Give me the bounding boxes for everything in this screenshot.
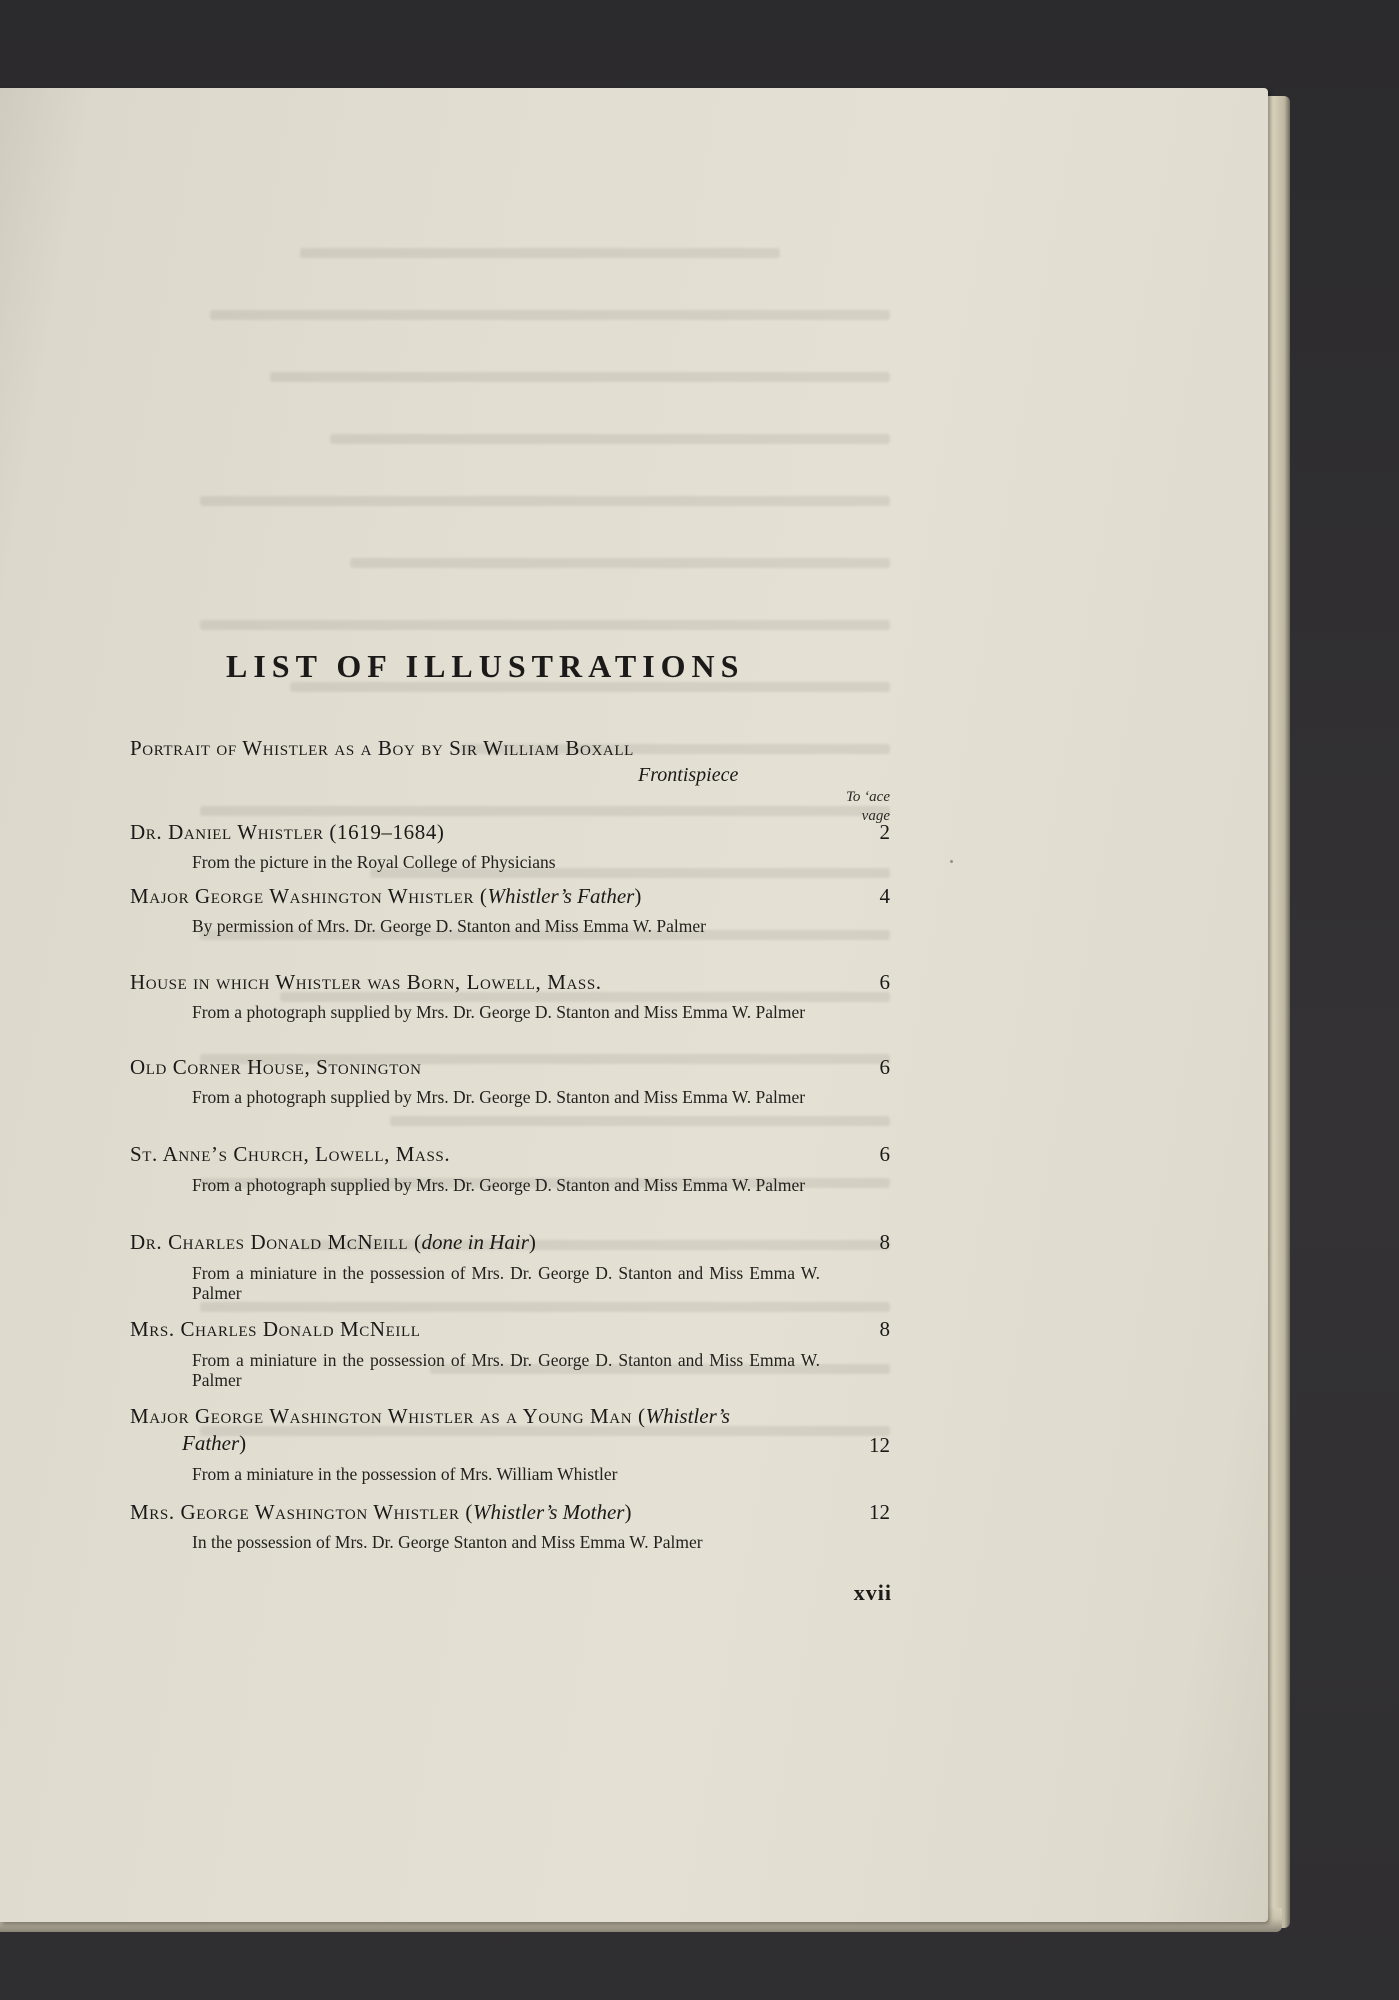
entry-heading-italic: Father [182,1431,240,1455]
entry-heading: House in which Whistler was Born, Lowell, Mass. [130,970,602,994]
entry-credit: From a miniature in the possession of Mrs. Dr. George D. Stanton and Miss Emma W. Palmer [192,1350,820,1390]
entry-credit: From a photograph supplied by Mrs. Dr. George D. Stanton and Miss Emma W. Palmer [192,1175,806,1195]
entry-heading-italic: Whistler’s Mother [473,1500,625,1524]
entry-heading-end: ) [634,884,642,908]
entry-credit: In the possession of Mrs. Dr. George Stanton and Miss Emma W. Palmer [192,1532,703,1552]
entry-credit: From a photograph supplied by Mrs. Dr. George D. Stanton and Miss Emma W. Palmer [192,1087,806,1107]
entry-page-number: 4 [879,884,890,908]
entry-credit: By permission of Mrs. Dr. George D. Stanton and Miss Emma W. Palmer [192,916,706,936]
book-page [0,88,1268,1922]
entry-heading-text: Major George Washington Whistler as a Young Man ( [130,1404,646,1428]
folio-page-number: xvii [853,1580,892,1605]
entry-page-number: 12 [869,1500,890,1524]
entry-heading [130,1500,631,1525]
entry-heading [130,1230,536,1255]
entry-credit: From a miniature in the possession of Mrs. Dr. George D. Stanton and Miss Emma W. Palmer [192,1263,820,1303]
entry-credit: From a photograph supplied by Mrs. Dr. George D. Stanton and Miss Emma W. Palmer [192,1002,806,1022]
frontispiece-heading: Portrait of Whistler as a Boy by Sir William Boxall [130,736,634,760]
entry-heading: Mrs. Charles Donald McNeill [130,1317,421,1341]
entry-heading: Dr. Daniel Whistler (1619–1684) [130,820,445,844]
column-header-line1: To ‘ace [845,789,890,805]
entry-heading-end: ) [239,1431,247,1455]
entry-heading: Old Corner House, Stonington [130,1055,422,1079]
entry-credit: From a miniature in the possession of Mrs. William Whistler [192,1464,618,1484]
frontispiece-label: Frontispiece [638,764,739,786]
entry-credit: From the picture in the Royal College of Physicians [192,852,556,872]
entry-page-number: 12 [869,1433,890,1457]
paper-speck [950,860,953,863]
entry-page-number: 6 [879,1055,890,1079]
entry-heading [130,884,641,909]
entry-page-number: 2 [879,820,890,844]
entry-page-number: 6 [879,1142,890,1166]
entry-heading-text: Mrs. George Washington Whistler ( [130,1500,473,1524]
entry-page-number: 8 [879,1317,890,1341]
entry-page-number: 8 [879,1230,890,1254]
entry-heading-italic: Whistler’s Father [487,884,635,908]
entry-heading [130,1404,730,1429]
column-header-line2: vage [861,808,890,824]
entry-heading-text: Dr. Charles Donald McNeill ( [130,1230,422,1254]
entry-heading-end: ) [528,1230,536,1254]
entry-heading-italic: done in Hair [421,1230,529,1254]
entry-heading-italic: Whistler’s [645,1404,730,1428]
page-title: LIST OF ILLUSTRATIONS [226,648,745,684]
entry-page-number: 6 [879,970,890,994]
entry-heading-end: ) [624,1500,632,1524]
entry-heading-continued [182,1431,246,1456]
entry-heading-text: Major George Washington Whistler ( [130,884,488,908]
entry-heading: St. Anne’s Church, Lowell, Mass. [130,1142,451,1166]
